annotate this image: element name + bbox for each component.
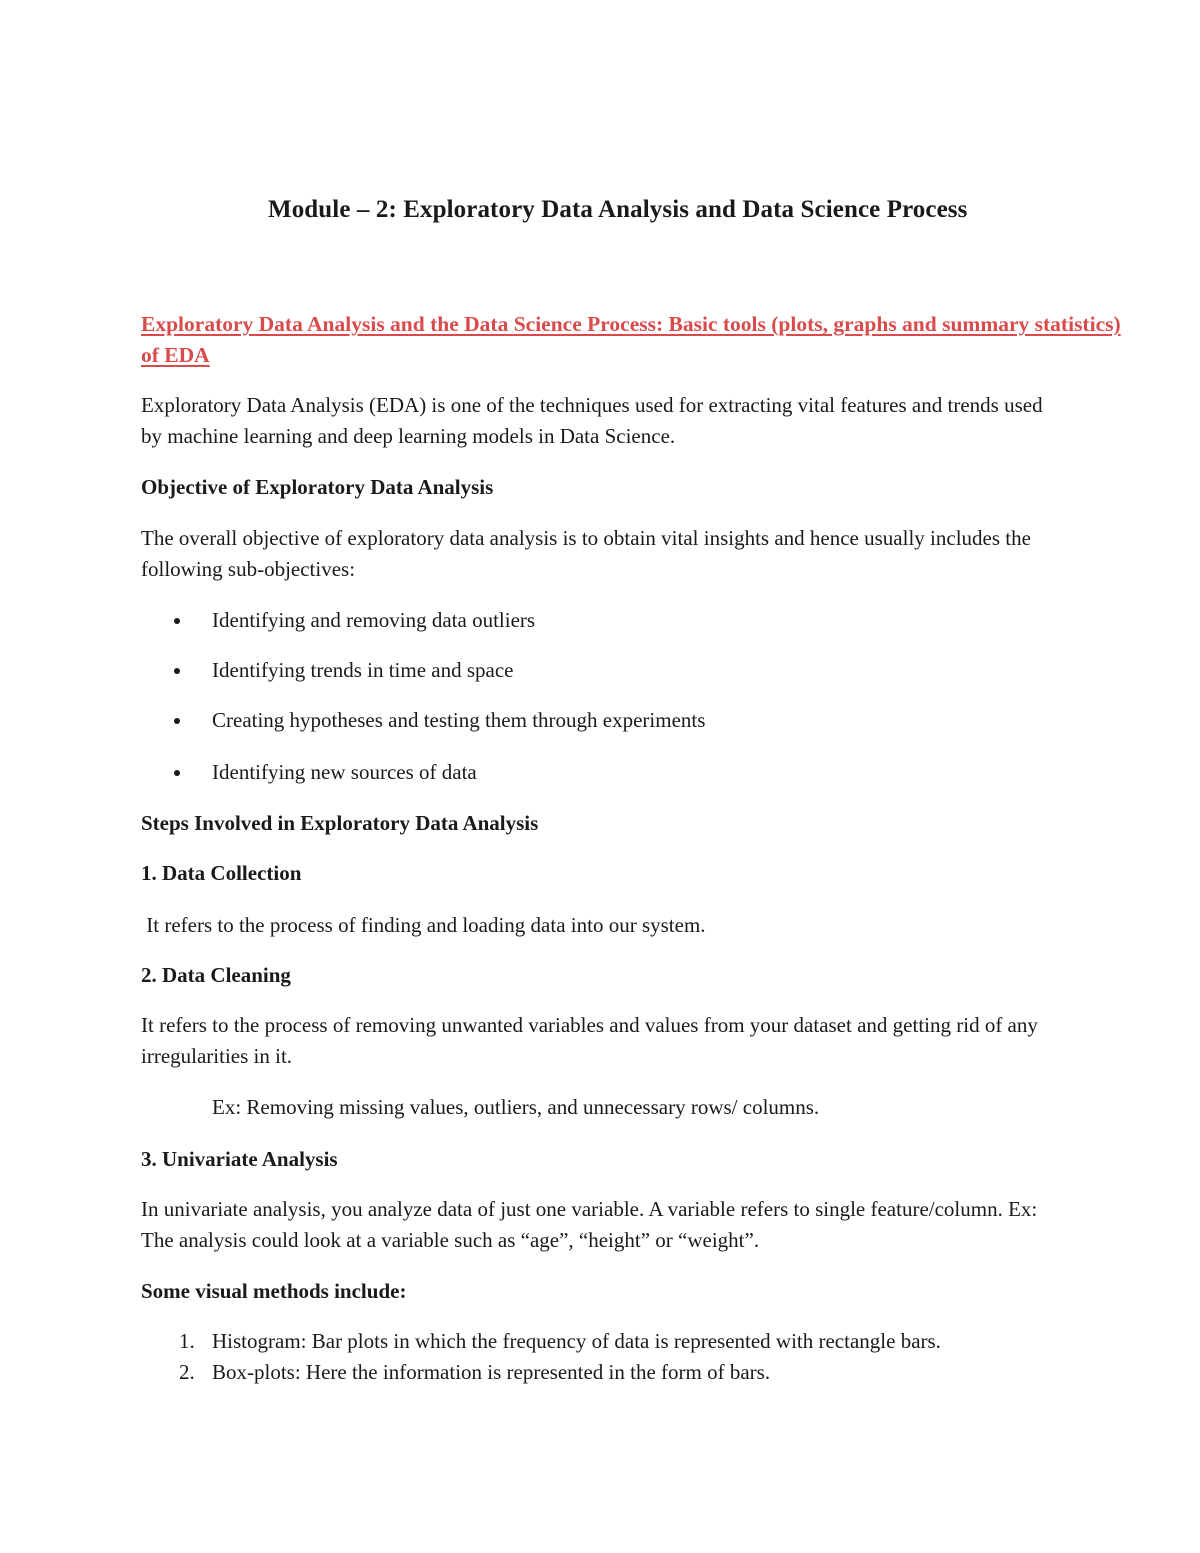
list-item-text: Creating hypotheses and testing them through experiments	[212, 708, 706, 732]
steps-heading: Steps Involved in Exploratory Data Analysis	[141, 811, 539, 835]
section-heading: Exploratory Data Analysis and the Data Science Process: Basic tools (plots, graphs and summary statistics) of EDA	[141, 312, 1121, 367]
step2-paragraph: It refers to the process of removing unwanted variables and values from your dataset and getting rid of any irregularities in it.	[141, 1013, 1038, 1068]
step2-example: Ex: Removing missing values, outliers, and unnecessary rows/ columns.	[212, 1095, 820, 1119]
list-item-text: Identifying trends in time and space	[212, 658, 514, 682]
bullet-icon	[174, 718, 180, 724]
intro-paragraph: Exploratory Data Analysis (EDA) is one of the techniques used for extracting vital features and trends used by machine learning and deep learning models in Data Science.	[141, 393, 1043, 448]
list-item-text: Identifying new sources of data	[212, 760, 477, 784]
list-number: 2.	[179, 1360, 195, 1384]
step3-heading: 3. Univariate Analysis	[141, 1147, 338, 1171]
list-number: 1.	[179, 1329, 195, 1353]
visual-methods-heading: Some visual methods include:	[141, 1279, 407, 1303]
step3-paragraph: In univariate analysis, you analyze data of just one variable. A variable refers to single feature/column. Ex: The analysis could look at a variable such as “age”, “height” or “weight”.	[141, 1197, 1038, 1252]
list-item-text: Histogram: Bar plots in which the frequency of data is represented with rectangle bars.	[212, 1329, 941, 1353]
bullet-icon	[174, 668, 180, 674]
bullet-icon	[174, 618, 180, 624]
list-item-text: Identifying and removing data outliers	[212, 608, 536, 632]
list-item-text: Box-plots: Here the information is represented in the form of bars.	[212, 1360, 771, 1384]
step1-paragraph: It refers to the process of finding and loading data into our system.	[141, 913, 706, 937]
step2-heading: 2. Data Cleaning	[141, 963, 291, 987]
page-title: Module – 2: Exploratory Data Analysis and Data Science Process	[268, 196, 968, 223]
bullet-icon	[174, 770, 180, 776]
step1-heading: 1. Data Collection	[141, 861, 302, 885]
objective-heading: Objective of Exploratory Data Analysis	[141, 475, 494, 499]
objective-paragraph: The overall objective of exploratory data analysis is to obtain vital insights and hence usually includes the following sub-objectives:	[141, 526, 1031, 581]
